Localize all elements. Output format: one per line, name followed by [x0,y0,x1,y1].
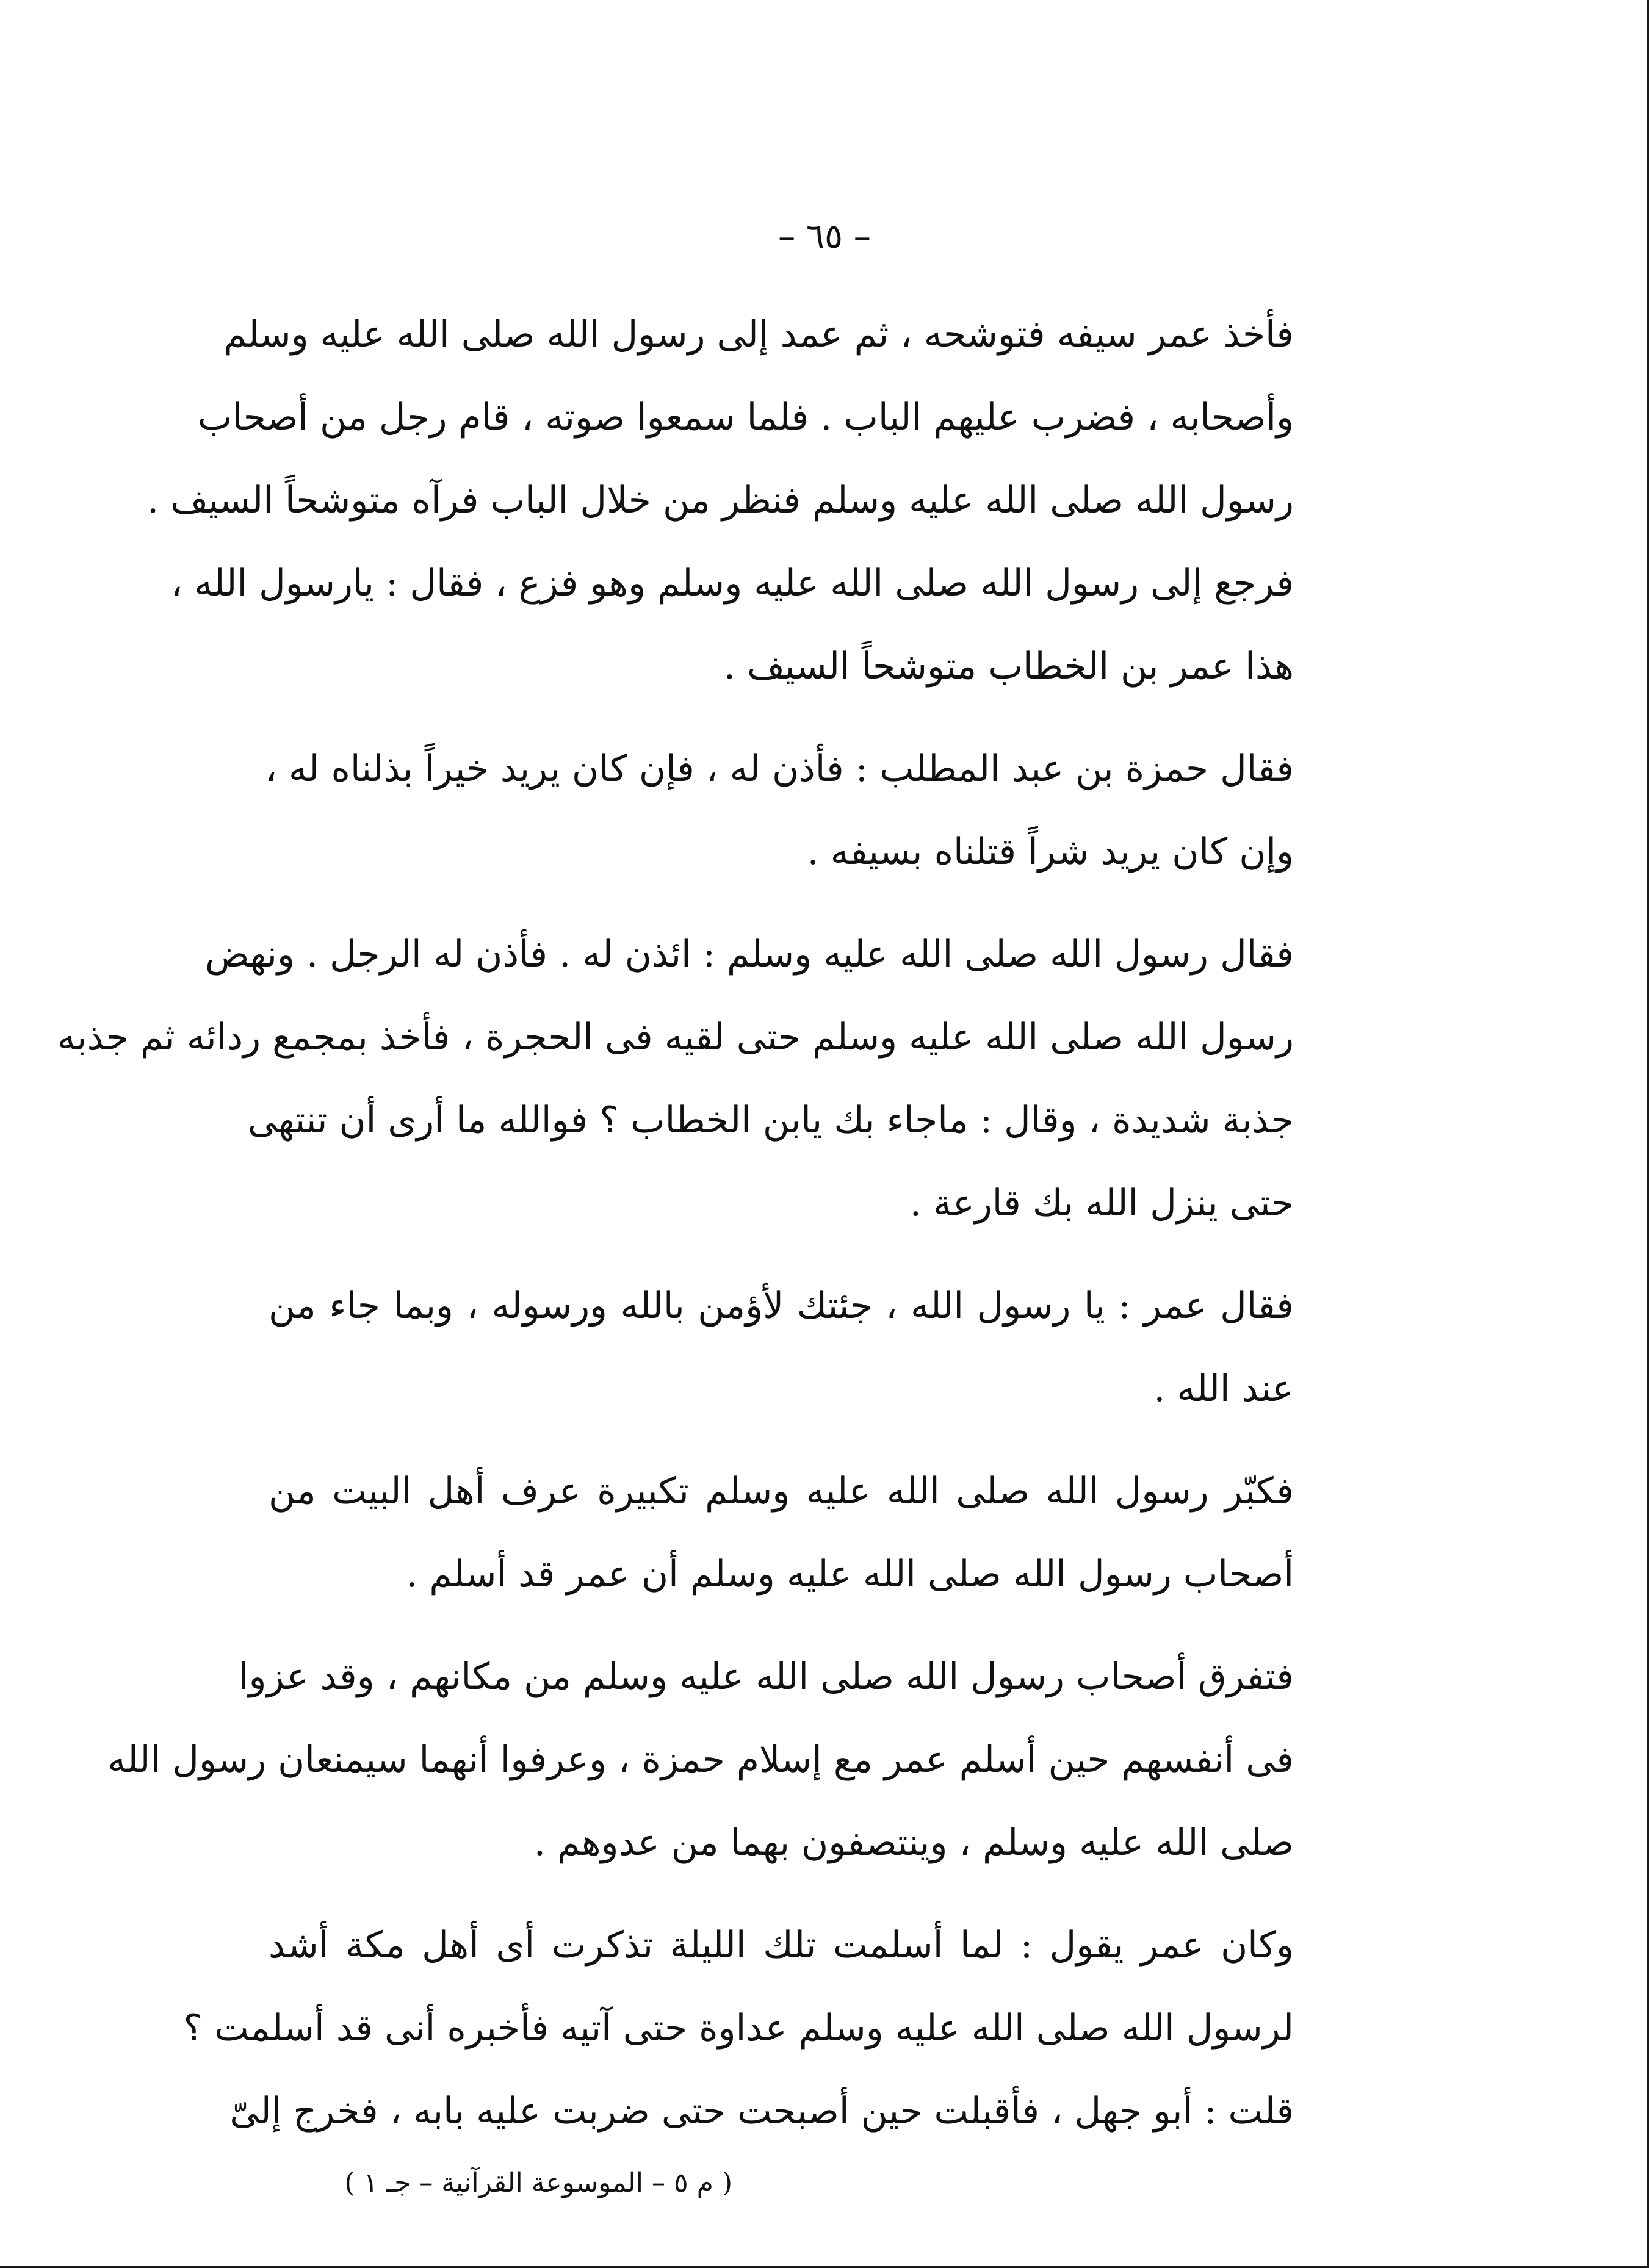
page-bottom-border [0,2266,1649,2268]
text-line: لرسول الله صلى الله عليه وسلم عداوة حتى آتيه فأخبره أنى قد أسلمت ؟ [183,2007,1294,2050]
paragraph [183,1904,1367,2153]
paragraph [269,1264,1367,1430]
text-line: فقال رسول الله صلى الله عليه وسلم : ائذن له . فأذن له الرجل . ونهض [205,933,1294,976]
paragraph [57,913,1367,1245]
text-line: فقال عمر : يا رسول الله ، جئتك لأؤمن بالله ورسوله ، وبما جاء من [269,1284,1294,1327]
footer-source-note: ( م ٥ – الموسوعة القرآنية – جـ ١ ) [344,2167,732,2198]
paragraph [147,293,1367,708]
text-line: جذبة شديدة ، وقال : ماجاء بك يابن الخطاب ؟ فوالله ما أرى أن تنتهى [247,1099,1294,1142]
text-line: رسول الله صلى الله عليه وسلم حتى لقيه فى الحجرة ، فأخذ بمجمع ردائه ثم جذبه [57,1016,1294,1059]
text-line: فتفرق أصحاب رسول الله صلى الله عليه وسلم من مكانهم ، وقد عزوا [238,1655,1294,1698]
text-line: وإن كان يريد شراً قتلناه بسيفه . [807,830,1294,873]
text-line: هذا عمر بن الخطاب متوشحاً السيف . [723,645,1294,688]
text-line: عند الله . [1153,1367,1294,1410]
text-line: وكان عمر يقول : لما أسلمت تلك الليلة تذكرت أى أهل مكة أشد [269,1924,1294,1967]
text-line: رسول الله صلى الله عليه وسلم فنظر من خلال الباب فرآه متوشحاً السيف . [147,479,1294,522]
text-line: وأصحابه ، فضرب عليهم الباب . فلما سمعوا صوته ، قام رجل من أصحاب [197,396,1294,439]
body-text [57,293,1367,2172]
page-number: – ٦٥ – [778,217,871,256]
text-line: قلت : أبو جهل ، فأقبلت حين أصبحت حتى ضربت عليه بابه ، فخرج إلىّ [229,2090,1294,2133]
text-line: صلى الله عليه وسلم ، وينتصفون بهما من عدوهم . [533,1821,1294,1864]
text-line: فكبّر رسول الله صلى الله عليه وسلم تكبيرة عرف أهل البيت من [269,1470,1294,1513]
text-line: فرجع إلى رسول الله صلى الله عليه وسلم وهو فزع ، فقال : يارسول الله ، [170,562,1294,605]
text-line: فأخذ عمر سيفه فتوشحه ، ثم عمد إلى رسول الله صلى الله عليه وسلم [223,313,1294,356]
text-line: فقال حمزة بن عبد المطلب : فأذن له ، فإن كان يريد خيراً بذلناه له ، [265,747,1294,790]
page-right-border [1647,0,1649,2268]
paragraph [107,1635,1367,1884]
paragraph [265,727,1367,893]
text-line: أصحاب رسول الله صلى الله عليه وسلم أن عمر قد أسلم . [406,1553,1294,1596]
text-line: حتى ينزل الله بك قارعة . [909,1182,1294,1225]
text-line: فى أنفسهم حين أسلم عمر مع إسلام حمزة ، وعرفوا أنهما سيمنعان رسول الله [107,1738,1294,1781]
paragraph [269,1450,1367,1616]
